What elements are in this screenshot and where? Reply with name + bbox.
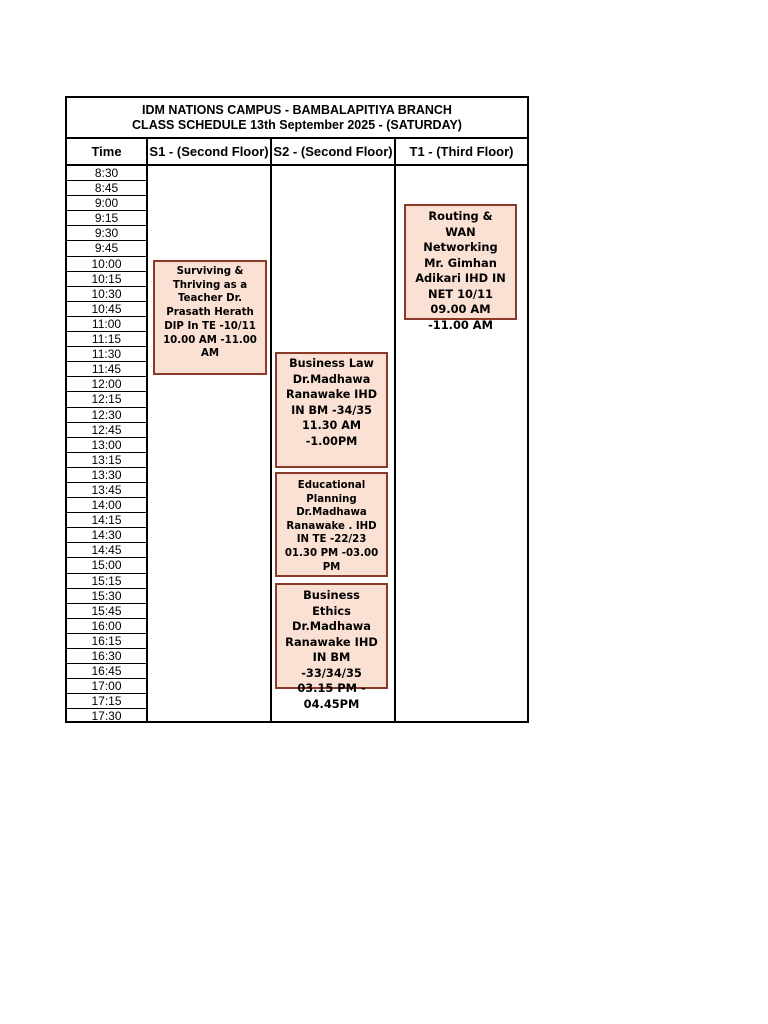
time-slot-cell: 12:30 <box>67 408 146 423</box>
time-slot-cell: 8:45 <box>67 181 146 196</box>
time-slot-cell: 10:00 <box>67 257 146 272</box>
time-slot-cell: 12:15 <box>67 392 146 407</box>
time-slot-cell: 9:00 <box>67 196 146 211</box>
campus-title: IDM NATIONS CAMPUS - BAMBALAPITIYA BRANCH <box>142 102 452 117</box>
class-block-business-ethics <box>275 583 388 711</box>
time-slot-cell: 11:30 <box>67 347 146 362</box>
time-slot-cell: 13:30 <box>67 468 146 483</box>
class-block-text: Business Law Dr.Madhawa Ranawake IHD IN BM -34/35 11.30 AM -1.00PM <box>286 357 377 448</box>
class-block-text: Routing & WAN Networking Mr. Gimhan Adikari IHD IN NET 10/11 09.00 AM -11.00 AM <box>415 209 506 332</box>
time-slot-cell: 12:00 <box>67 377 146 392</box>
class-block-routing-wan-networking <box>404 204 517 332</box>
column-divider <box>146 139 148 723</box>
time-slot-cell: 14:15 <box>67 513 146 528</box>
time-slot-cell: 16:00 <box>67 619 146 634</box>
time-slot-cell: 10:45 <box>67 302 146 317</box>
time-slot-cell: 17:00 <box>67 679 146 694</box>
time-slot-cell: 14:45 <box>67 543 146 558</box>
time-slot-cell: 11:45 <box>67 362 146 377</box>
class-block-text: Business Ethics Dr.Madhawa Ranawake IHD IN BM -33/34/35 03.15 PM - 04.45PM <box>285 588 378 711</box>
time-slot-cell: 8:30 <box>67 166 146 181</box>
schedule-title <box>67 98 527 139</box>
column-divider <box>394 139 396 723</box>
class-block-business-law <box>275 352 388 468</box>
time-slot-cell: 13:00 <box>67 438 146 453</box>
column-header-row <box>67 139 527 166</box>
class-block-educational-planning <box>275 472 388 577</box>
time-slot-cell: 17:15 <box>67 694 146 709</box>
header-time: Time <box>91 144 122 159</box>
time-slot-cell: 9:45 <box>67 241 146 256</box>
time-slot-cell: 15:30 <box>67 589 146 604</box>
time-slot-cell: 10:30 <box>67 287 146 302</box>
time-slot-cell: 11:00 <box>67 317 146 332</box>
time-slot-cell: 10:15 <box>67 272 146 287</box>
schedule-sheet <box>65 96 529 723</box>
time-slot-cell: 11:15 <box>67 332 146 347</box>
header-room-t1: T1 - (Third Floor) <box>409 144 514 159</box>
time-slot-cell: 16:30 <box>67 649 146 664</box>
header-room-s1: S1 - (Second Floor) <box>149 144 269 159</box>
time-slot-cell: 16:45 <box>67 664 146 679</box>
class-block-text: Surviving & Thriving as a Teacher Dr. Prasath Herath DIP In TE -10/11 10.00 AM -11.00 AM <box>163 266 257 360</box>
time-slot-cell: 14:30 <box>67 528 146 543</box>
column-divider <box>270 139 272 723</box>
time-slot-cell: 13:15 <box>67 453 146 468</box>
time-column <box>67 166 146 724</box>
class-block-surviving-thriving-teacher <box>153 260 267 375</box>
time-slot-cell: 15:00 <box>67 558 146 573</box>
time-slot-cell: 14:00 <box>67 498 146 513</box>
class-block-text: Educational Planning Dr.Madhawa Ranawake . IHD IN TE -22/23 01.30 PM -03.00 PM <box>284 480 379 573</box>
time-slot-cell: 15:45 <box>67 604 146 619</box>
time-slot-cell: 17:30 <box>91 709 122 724</box>
header-room-s2: S2 - (Second Floor) <box>273 144 393 159</box>
time-slot-cell: 15:15 <box>67 574 146 589</box>
time-slot-cell: 9:30 <box>67 226 146 241</box>
time-slot-cell: 13:45 <box>67 483 146 498</box>
time-slot-cell: 12:45 <box>67 423 146 438</box>
schedule-date-title: CLASS SCHEDULE 13th September 2025 - (SATURDAY) <box>132 117 462 132</box>
time-slot-cell: 16:15 <box>67 634 146 649</box>
time-slot-cell: 9:15 <box>67 211 146 226</box>
